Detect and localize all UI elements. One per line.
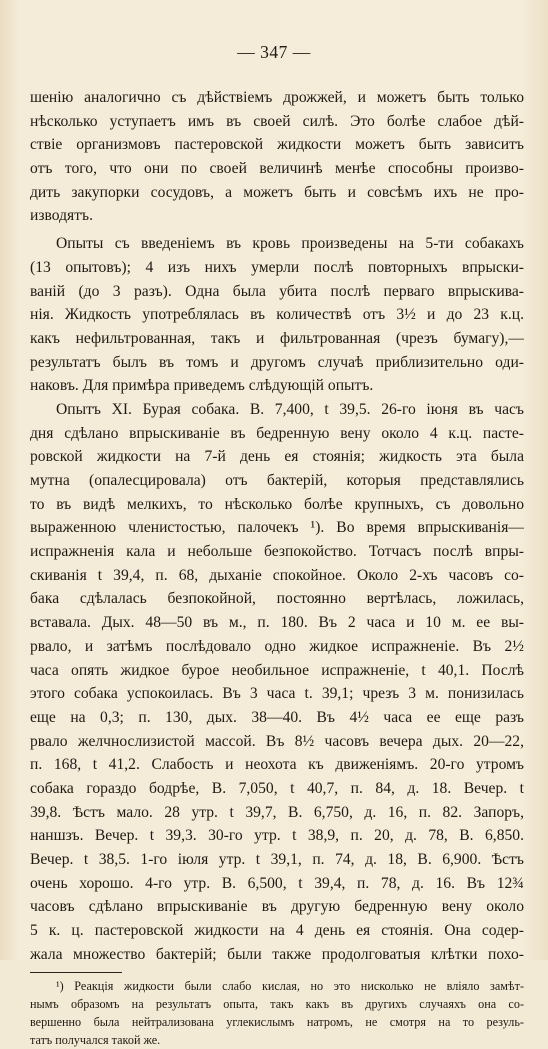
paragraph <box>30 86 524 228</box>
text-line: какъ нефильтрованная, такъ и фильтрованная (чрезъ бумагу),— <box>30 329 524 347</box>
text-line: отъ того, что они по своей величинѣ менѣе способны произво- <box>30 160 524 178</box>
text-line: рвало желчнослизистой массой. Въ 8½ часовъ вечера дых. 20—22, <box>30 732 524 750</box>
text-line: дня сдѣлано впрыскиваніе въ бедренную вену около 4 к.ц. пасте- <box>30 424 524 442</box>
paragraph <box>30 232 524 398</box>
text-line: п. 168, t 41,2. Слабость и неохота къ движеніямъ. 20-го утромъ <box>30 756 524 774</box>
text-line: бака сдѣлалась безпокойной, постоянно вертѣлась, ложилась, <box>30 590 524 608</box>
text-line: (13 опытовъ); 4 изъ нихъ умерли послѣ повторныхъ впрыски- <box>30 258 524 276</box>
text-line: ровской жидкости на 7-й день ея стоянія; жидкость эта была <box>30 448 524 466</box>
text-line: 39,8. Ѣстъ мало. 28 утр. t 39,7, В. 6,750, д. 16, п. 82. Запоръ, <box>30 803 524 821</box>
text-line: нія. Жидкость употреблялась въ количествѣ отъ 3½ и до 23 к.ц. <box>30 306 524 324</box>
text-line: Опытъ XI. Бурая собака. В. 7,400, t 39,5. 26-го іюня въ часъ <box>56 400 524 418</box>
footnote <box>30 977 524 1049</box>
text-line: выраженною членистостью, палочекъ ¹). Во время впрыскиванія— <box>30 519 524 537</box>
text-line: наковъ. Для примѣра приведемъ слѣдующій опытъ. <box>30 377 374 395</box>
text-line: 5 к. ц. пастеровской жидкости на 4 день ея стоянія. Она содер- <box>30 922 524 940</box>
text-line: рвало, и затѣмъ послѣдовало одно жидкое испражненіе. Въ 2½ <box>30 637 524 655</box>
text-line: еще на 0,3; п. 130, дых. 38—40. Въ 4½ часа ее еще разъ <box>30 708 524 726</box>
footnote-line: нымъ образомъ на результатъ опыта, такъ какъ въ другихъ случаяхъ она со- <box>30 997 524 1012</box>
text-line: очень хорошо. 4-го утр. В. 6,500, t 39,4, п. 78, д. 16. Въ 12¾ <box>30 874 524 892</box>
text-line: Опыты съ введеніемъ въ кровь произведены на 5-ти собакахъ <box>56 235 524 253</box>
footnote-line: вершенно была нейтрализована углекислымъ натромъ, не смотря на то резуль- <box>30 1015 524 1030</box>
footnote-rule <box>30 972 122 973</box>
text-line: скиванія t 39,4, п. 68, дыханіе спокойное. Около 2-хъ часовъ со- <box>30 566 524 584</box>
paragraph <box>30 398 524 967</box>
text-line: то въ видѣ мелкихъ, то нѣсколько болѣе крупныхъ, съ довольно <box>30 495 524 513</box>
footnote-line: татъ получался такой же. <box>30 1033 161 1048</box>
text-line: собака гораздо бодрѣе, В. 7,050, t 40,7, п. 84, д. 18. Вечер. t <box>30 779 524 797</box>
page-body <box>30 86 524 1049</box>
text-line: результатъ былъ въ томъ и другомъ случаѣ приблизительно оди- <box>30 353 524 371</box>
text-line: дить закупорки сосудовъ, а можетъ быть и совсѣмъ ихъ не про- <box>30 183 524 201</box>
text-line: мутна (опалесцировала) отъ бактерій, которыя представлялись <box>30 472 524 489</box>
text-line: часовъ сдѣлано впрыскиваніе въ другую бедренную вену около <box>30 898 524 916</box>
text-line: испражненія кала и небольше безпокойство. Тотчасъ послѣ впры- <box>30 543 524 561</box>
text-line: ваній (до 3 разъ). Одна была убита послѣ перваго впрыскива- <box>30 282 524 300</box>
text-line: этого собака успокоилась. Въ 3 часа t. 39,1; чрезъ 3 м. понизилась <box>30 685 524 703</box>
text-line: ствіе организмовъ пастеровской жидкости можетъ быть зависитъ <box>30 136 524 154</box>
text-line: наншзъ. Вечер. t 39,3. 30-го утр. t 38,9, п. 20, д. 78, В. 6,850. <box>30 827 524 845</box>
text-line: жала множество бактерій; были также продолговатыя клѣтки похо- <box>30 945 524 963</box>
page-number: — 347 — <box>237 42 311 62</box>
text-line: изводятъ. <box>30 207 93 225</box>
text-line: шенію аналогично съ дѣйствіемъ дрожжей, и можетъ быть только <box>30 89 524 106</box>
text-line: часа опять жидкое бурое необильное испражненіе, t 40,1. Послѣ <box>30 661 524 679</box>
text-line: нѣсколько уступаетъ имъ въ своей силѣ. Это болѣе слабое дѣй- <box>30 112 524 130</box>
text-line: Вечер. t 38,5. 1-го іюля утр. t 39,1, п. 74, д. 18, В. 6,900. Ѣстъ <box>30 851 524 868</box>
footnote-line: ¹) Реакція жидкости были слабо кислая, но это нисколько не вліяло замѣт- <box>56 979 524 994</box>
text-line: вставала. Дых. 48—50 въ м., п. 180. Въ 2 часа и 10 м. ее вы- <box>30 614 524 632</box>
